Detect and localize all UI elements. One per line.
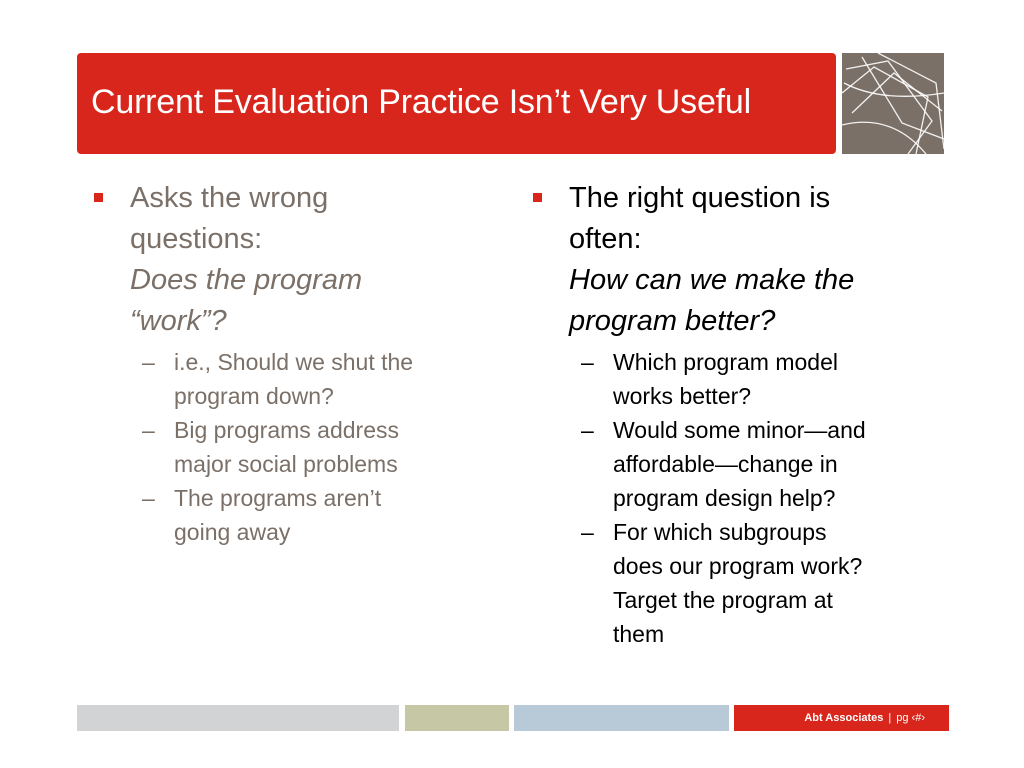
sub-bullet-line: works better?	[613, 383, 752, 409]
footer-bar-red	[734, 705, 949, 731]
sub-bullet	[130, 481, 502, 549]
footer-bar-gray	[77, 705, 399, 731]
title-bar	[77, 53, 836, 154]
bullet-text-line: The right question is	[569, 182, 831, 214]
sub-bullet-line: i.e., Should we shut the	[174, 349, 414, 375]
sub-bullet-line: affordable—change in	[613, 451, 838, 477]
footer-separator: |	[888, 712, 892, 724]
sub-bullet-line: The programs aren’t	[174, 485, 382, 511]
square-bullet-icon	[94, 193, 103, 202]
bullet-italic-line: “work”?	[130, 305, 227, 337]
sub-bullet-line: going away	[174, 519, 291, 545]
sub-bullet-line: For which subgroups	[613, 519, 827, 545]
left-bullet	[92, 178, 502, 342]
right-bullet	[531, 178, 951, 342]
right-sub-bullets	[531, 345, 951, 651]
footer-bar-olive	[405, 705, 509, 731]
sub-bullet	[569, 413, 951, 515]
sub-bullet-line: Target the program at	[613, 587, 833, 613]
footer-bar-blue	[514, 705, 729, 731]
bullet-text-line: Asks the wrong	[130, 182, 329, 214]
right-column	[531, 178, 951, 651]
sub-bullet-line: Would some minor—and	[613, 417, 866, 443]
sub-bullet-line: major social problems	[174, 451, 398, 477]
dash-bullet-icon: –	[581, 349, 594, 375]
sub-bullet-line: program down?	[174, 383, 334, 409]
page-number: pg ‹#›	[896, 712, 925, 724]
sub-bullet-line: them	[613, 621, 665, 647]
dash-bullet-icon: –	[581, 417, 594, 443]
bullet-italic-line: Does the program	[130, 264, 363, 296]
left-sub-bullets	[92, 345, 502, 549]
sub-bullet-line: Which program model	[613, 349, 838, 375]
bullet-text-line: often:	[569, 223, 642, 255]
bullet-text-line: questions:	[130, 223, 263, 255]
dash-bullet-icon: –	[142, 349, 155, 375]
slide-title: Current Evaluation Practice Isn’t Very Useful	[91, 83, 751, 121]
company-name: Abt Associates	[804, 712, 884, 724]
sub-bullet	[130, 345, 502, 413]
sub-bullet-line: does our program work?	[613, 553, 863, 579]
abstract-lines-icon	[842, 53, 944, 154]
dash-bullet-icon: –	[142, 417, 155, 443]
sub-bullet	[569, 515, 951, 651]
sub-bullet	[130, 413, 502, 481]
bullet-italic-line: program better?	[569, 305, 776, 337]
sub-bullet	[569, 345, 951, 413]
dash-bullet-icon: –	[142, 485, 155, 511]
bullet-italic-line: How can we make the	[569, 264, 855, 296]
dash-bullet-icon: –	[581, 519, 594, 545]
logo-graphic	[842, 53, 944, 154]
left-column	[92, 178, 502, 549]
sub-bullet-line: program design help?	[613, 485, 836, 511]
sub-bullet-line: Big programs address	[174, 417, 399, 443]
square-bullet-icon	[533, 193, 542, 202]
